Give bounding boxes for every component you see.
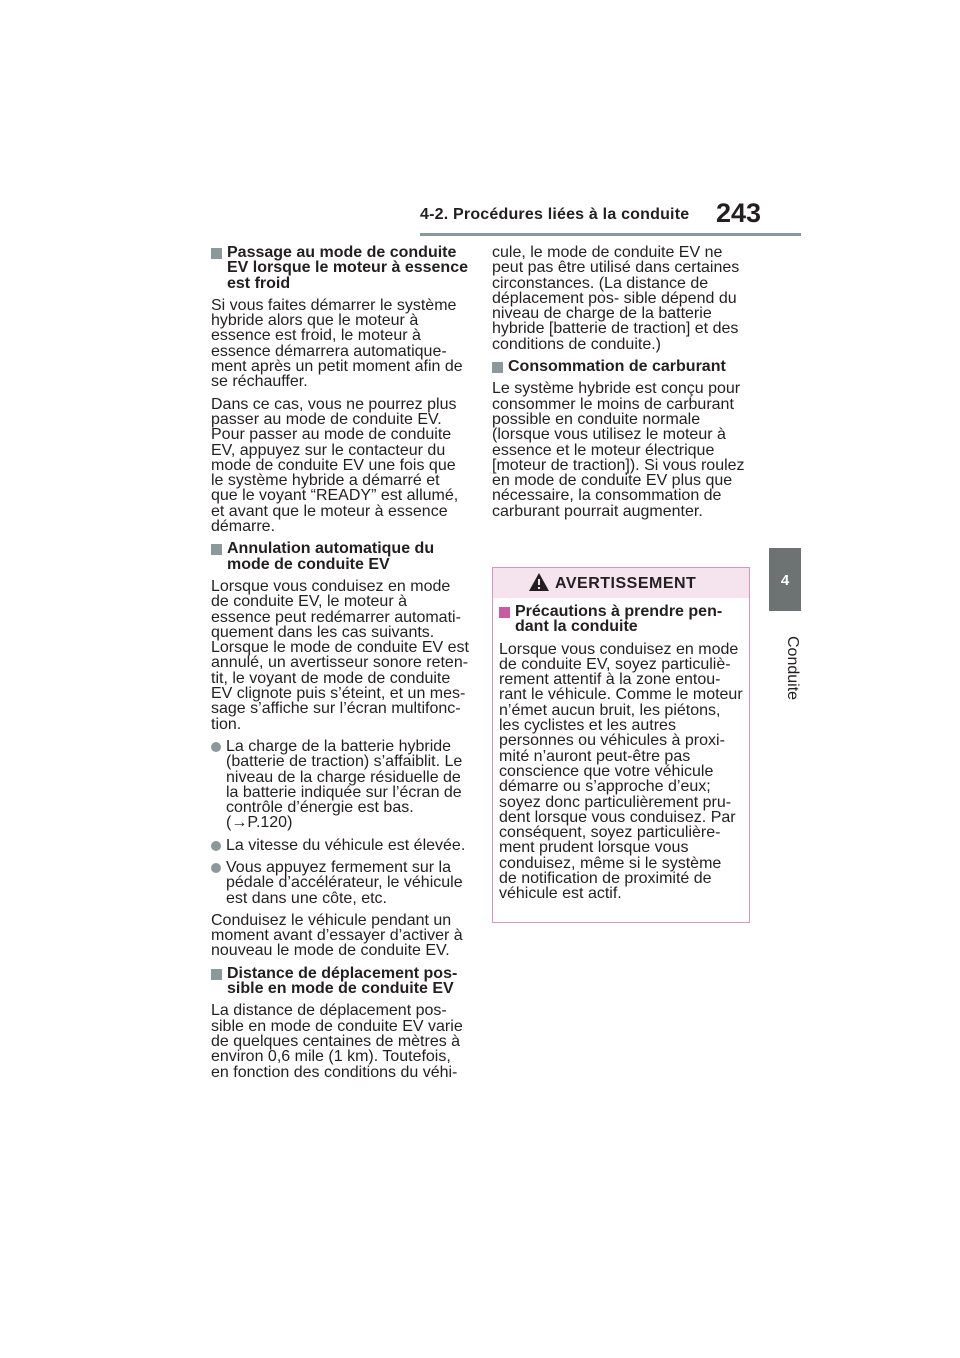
subheading [211,966,469,997]
subheading [211,245,469,291]
subheading-text: Distance de déplacement pos- sible en mode de conduite EV [227,964,458,998]
warning-body [493,598,749,902]
paragraph: Si vous faites démarrer le système hybride alors que le moteur à essence est froid, le moteur à essence démarrera automatique- ment après un petit moment afin de se réchauffer. [211,296,463,391]
circle-bullet-icon [211,841,221,851]
bullet-item [211,838,469,853]
subheading-text: Annulation automatique du mode de conduite EV [227,540,435,573]
chapter-label: Conduite [784,635,801,701]
bullet-text: La charge de la batterie hybride (batterie de traction) s’affaiblit. Le niveau de la charge résiduelle de la batterie indiquée sur l’écran de contrôle d’énergie est bas. (→P.120) [226,737,463,832]
square-bullet-icon [492,362,503,373]
warning-box [492,567,750,923]
circle-bullet-icon [211,742,221,752]
paragraph: Le système hybride est conçu pour consommer le moins de carburant possible en conduite normale (lorsque vous utilisez le moteur à essence et le moteur électrique [moteur de traction]). Si vous roulez en mode de conduite EV plus que nécessaire, la consommation de carburant pourrait augmenter. [492,380,745,520]
warning-text: Lorsque vous conduisez en mode de conduite EV, soyez particuliè- rement attentif à la zone entou- rant le véhicule. Comme le moteur n’émet aucun bruit, les piétons, les cyclistes et les autres personnes ou véhicules à proxi- mité n’auront peut-être pas conscience que votre véhicule démarre ou s’approche d’eux; soyez donc particulièrement pru- dent lorsque vous conduisez. Par conséquent, soyez particulière- ment prudent lorsque vous conduisez, même si le système de notification de proximité de véhicule est actif. [499,640,743,903]
subheading-text: Passage au mode de conduite EV lorsque le moteur à essence est froid [227,244,468,292]
circle-bullet-icon [211,863,221,873]
square-bullet-icon [499,607,510,618]
paragraph: Lorsque vous conduisez en mode de conduite EV, le moteur à essence peut redémarrer automati- quement dans les cas suivants. Lorsque le mode de conduite EV est annulé, un avertisseur sonore reten- tit, le voyant de mode de conduite EV clignote puis s’éteint, et un mes- sage s’affiche sur l’écran multifonc- tion. [211,577,469,733]
subheading-text: Consommation de carburant [508,358,726,376]
header-rule [420,233,801,236]
square-bullet-icon [211,248,222,259]
section-title: 4-2. Procédures liées à la conduite [420,206,690,223]
left-column [211,245,469,1087]
paragraph: La distance de déplacement pos- sible en mode de conduite EV varie de quelques centaines de mètres à environ 0,6 mile (1 km). Toutefois, en fonction des conditions du véhi- [211,1002,463,1081]
subheading-text: Précautions à prendre pen- dant la conduite [515,603,723,636]
bullet-text: Vous appuyez fermement sur la pédale d’accélérateur, le véhicule est dans une côte, etc. [226,858,463,907]
bullet-item [211,739,469,831]
square-bullet-icon [211,969,222,980]
right-column [492,245,750,526]
chapter-number: 4 [780,572,790,589]
subheading [499,604,743,635]
paragraph: cule, le mode de conduite EV ne peut pas être utilisé dans certaines circonstances. (La distance de déplacement pos- sible dépend du niveau de charge de la batterie hybride [batterie de traction] et des conditions de conduite.) [492,244,740,353]
page-number: 243 [716,198,762,228]
warning-triangle-icon [528,572,550,592]
paragraph: Dans ce cas, vous ne pourrez plus passer au mode de conduite EV. Pour passer au mode de conduite EV, appuyez sur le contacteur du mode de conduite EV une fois que le système hybride a démarré et que le voyant “READY” est allumé, et avant que le moteur à essence démarre. [211,395,459,536]
bullet-text: La vitesse du véhicule est élevée. [226,836,466,854]
square-bullet-icon [211,544,222,555]
warning-title: AVERTISSEMENT [555,575,697,592]
subheading [211,541,469,572]
bullet-item [211,860,469,906]
subheading [492,359,750,374]
warning-header [493,568,749,598]
paragraph: Conduisez le véhicule pendant un moment avant d’essayer d’activer à nouveau le mode de conduite EV. [211,911,463,960]
